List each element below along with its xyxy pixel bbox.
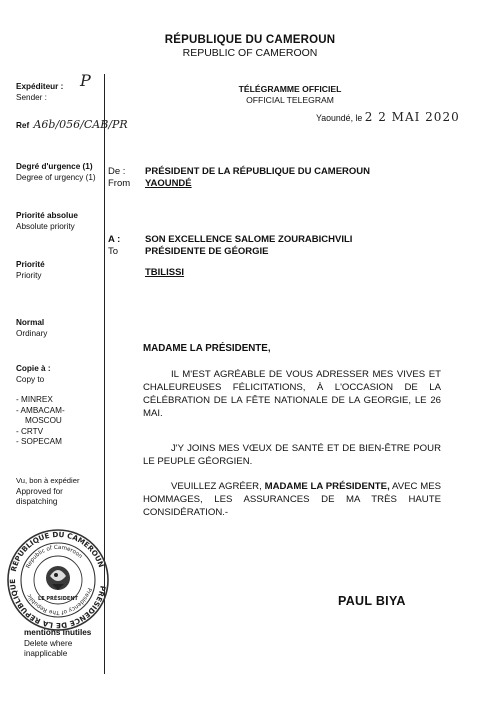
copy-item: - CRTV (16, 426, 44, 436)
closing-bold: MADAME LA PRÉSIDENTE, (264, 481, 390, 492)
from-label (108, 166, 130, 190)
to-label-en: To (108, 246, 119, 257)
salutation: MADAME LA PRÉSIDENTE, (143, 343, 271, 354)
normal-en: Ordinary (16, 328, 48, 338)
country-title-fr: RÉPUBLIQUE DU CAMEROUN (164, 34, 336, 46)
priority-en: Priority (16, 270, 42, 280)
absolute-priority (16, 211, 102, 232)
reference-field (16, 120, 176, 132)
seal-outer-text: RÉPUBLIQUE DU CAMEROUN (8, 529, 106, 573)
svg-text:Republic of Cameroon (25, 545, 83, 569)
paragraph-2: J'Y JOINS MES VŒUX DE SANTÉ ET DE BIEN-ÊTRE POUR LE PEUPLE GÉORGIEN. (143, 443, 441, 467)
approved-en2: dispatching (16, 497, 58, 506)
seal-inner-bottom: Presidency of The Republic (26, 587, 92, 616)
abs-priority-fr: Priorité absolue (16, 211, 78, 220)
date-prefix: Yaoundé, le (316, 113, 363, 123)
copy-label-fr: Copie à : (16, 364, 51, 373)
sender-field (16, 71, 102, 103)
from-label-en: From (108, 178, 131, 189)
seal-side-text: PRESIDENCE DE LA RÉPUBLIQUE (7, 578, 108, 631)
telegram-date (316, 110, 460, 124)
approved-en1: Approved for (16, 486, 63, 496)
signature-name: PAUL BIYA (338, 594, 406, 608)
to-label (108, 234, 120, 258)
urgency-label-fr: Degré d'urgence (1) (16, 162, 93, 171)
presidential-seal (6, 528, 110, 637)
strike-note-fr: mentions inutiles (24, 628, 92, 637)
copy-list (16, 395, 102, 448)
to-line1: SON EXCELLENCE SALOME ZOURABICHVILI (145, 234, 353, 245)
normal-fr: Normal (16, 318, 45, 327)
sender-label-fr: Expéditeur : (16, 82, 64, 91)
delete-note-2: inapplicable (24, 649, 68, 658)
copy-label-en: Copy to (16, 374, 45, 384)
to-value (145, 234, 352, 279)
date-value: 2 2 MAI 2020 (364, 110, 460, 124)
telegram-heading (200, 84, 380, 106)
seal-center-text: LE PRÉSIDENT (38, 596, 78, 602)
closing-end: AVEC MES HOMMAGES, LES ASSURANCES DE MA TRÈS HAUTE CONSIDÉRATION.- (143, 481, 442, 518)
paragraph-3 (143, 480, 441, 519)
urgency-label-en: Degree of urgency (1) (16, 172, 96, 182)
normal-priority (16, 318, 102, 339)
sender-label-en: Sender : (16, 92, 47, 102)
abs-priority-en: Absolute priority (16, 221, 75, 231)
seal-graphic (6, 528, 110, 632)
from-value (145, 166, 370, 190)
priority (16, 260, 102, 281)
from-line2: YAOUNDÉ (145, 178, 192, 189)
seal-inner-top: Republic of Cameroon (25, 544, 84, 570)
copy-to (16, 364, 102, 448)
urgency-field (16, 162, 102, 183)
seal-emblem-icon (46, 566, 70, 590)
from-line1: PRÉSIDENT DE LA RÉPUBLIQUE DU CAMEROUN (145, 166, 371, 177)
copy-item: MOSCOU (25, 416, 62, 425)
copy-item: - SOPECAM (16, 437, 62, 446)
to-line2: PRÉSIDENTE DE GÉORGIE (145, 246, 269, 257)
copy-item: - AMBACAM- (16, 405, 65, 415)
to-label-fr: A : (108, 234, 121, 245)
delete-note-1: Delete where (24, 638, 73, 648)
copy-item: - MINREX (16, 395, 53, 404)
closing-start: VEUILLEZ AGRÉER, (171, 481, 262, 492)
approved-fr: Vu, bon à expédier (16, 476, 80, 485)
from-label-fr: De : (108, 166, 126, 177)
telegram-title-en: OFFICIAL TELEGRAM (246, 95, 334, 105)
priority-fr: Priorité (16, 260, 45, 269)
to-line3: TBILISSI (145, 267, 185, 278)
paragraph-1: IL M'EST AGRÉABLE DE VOUS ADRESSER MES VIVES ET CHALEUREUSES FÉLICITATIONS, À L'OCCASION DE LA CÉLÉBRATION DE LA FÊTE NATIONALE DE LA GEORGIE, LE 26 MAI. (143, 369, 441, 419)
sender-value: P (80, 71, 91, 90)
ref-value: A6b/056/CAB/PR (33, 118, 128, 131)
approval-field (16, 476, 102, 508)
ref-label: Ref (16, 121, 30, 130)
country-title-en: REPUBLIC OF CAMEROON (182, 47, 318, 59)
telegram-title-fr: TÉLÉGRAMME OFFICIEL (238, 84, 342, 94)
